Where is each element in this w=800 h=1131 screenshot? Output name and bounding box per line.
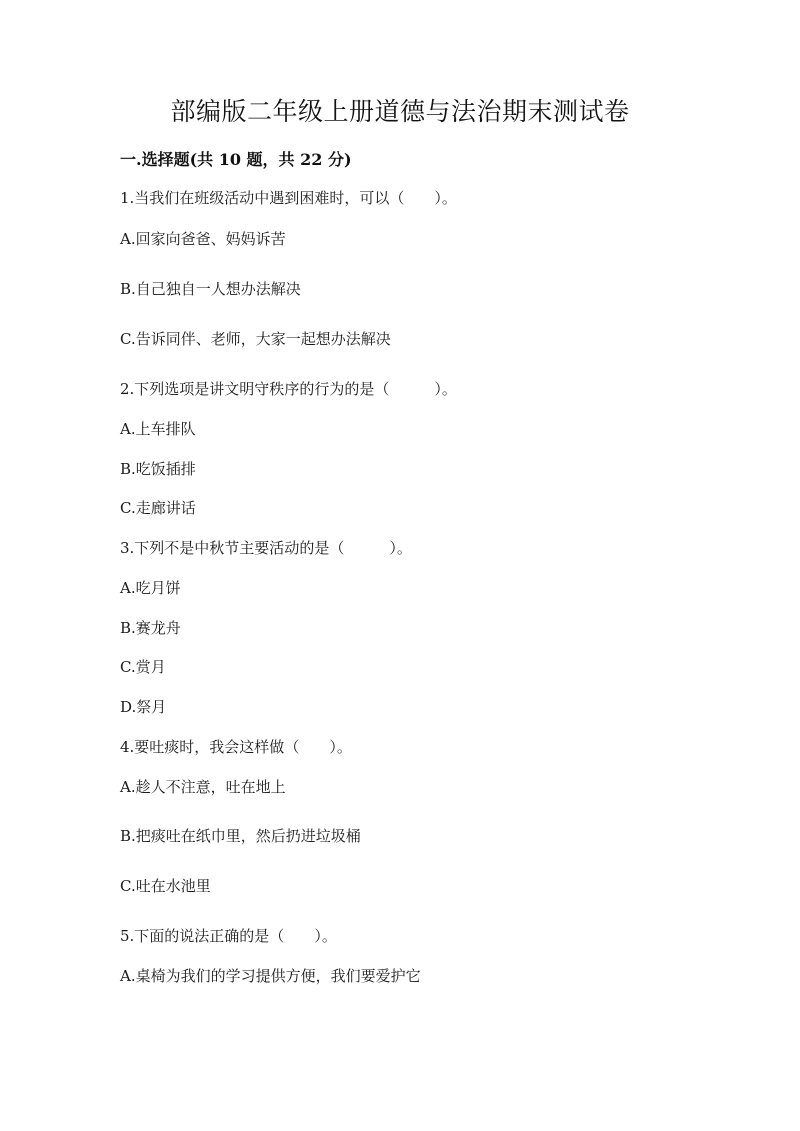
question-5: 5.下面的说法正确的是（ ）。 xyxy=(120,927,337,945)
question-3-option-a: A.吃月饼 xyxy=(120,579,181,597)
question-3: 3.下列不是中秋节主要活动的是（ ）。 xyxy=(120,539,412,557)
question-4-option-b: B.把痰吐在纸巾里，然后扔进垃圾桶 xyxy=(120,827,361,845)
question-1-option-b: B.自己独自一人想办法解决 xyxy=(120,280,301,298)
question-2-option-b: B.吃饭插排 xyxy=(120,460,196,478)
question-5-option-a: A.桌椅为我们的学习提供方便，我们要爱护它 xyxy=(120,967,421,985)
question-1: 1.当我们在班级活动中遇到困难时，可以（ ）。 xyxy=(120,189,457,207)
question-3-option-d: D.祭月 xyxy=(120,698,167,716)
question-4-option-c: C.吐在水池里 xyxy=(120,877,211,895)
question-4-option-a: A.趁人不注意，吐在地上 xyxy=(120,778,286,796)
question-2: 2.下列选项是讲文明守秩序的行为的是（ ）。 xyxy=(120,380,457,398)
question-3-option-b: B.赛龙舟 xyxy=(120,619,181,637)
question-1-option-c: C.告诉同伴、老师，大家一起想办法解决 xyxy=(120,330,391,348)
question-3-option-c: C.赏月 xyxy=(120,658,166,676)
question-1-option-a: A.回家向爸爸、妈妈诉苦 xyxy=(120,230,286,248)
question-2-option-c: C.走廊讲话 xyxy=(120,499,196,517)
page-title: 部编版二年级上册道德与法治期末测试卷 xyxy=(170,97,630,126)
question-2-option-a: A.上车排队 xyxy=(120,420,196,438)
question-4: 4.要吐痰时，我会这样做（ ）。 xyxy=(120,738,352,756)
section-heading: 一.选择题(共 10 题，共 22 分) xyxy=(120,150,352,169)
